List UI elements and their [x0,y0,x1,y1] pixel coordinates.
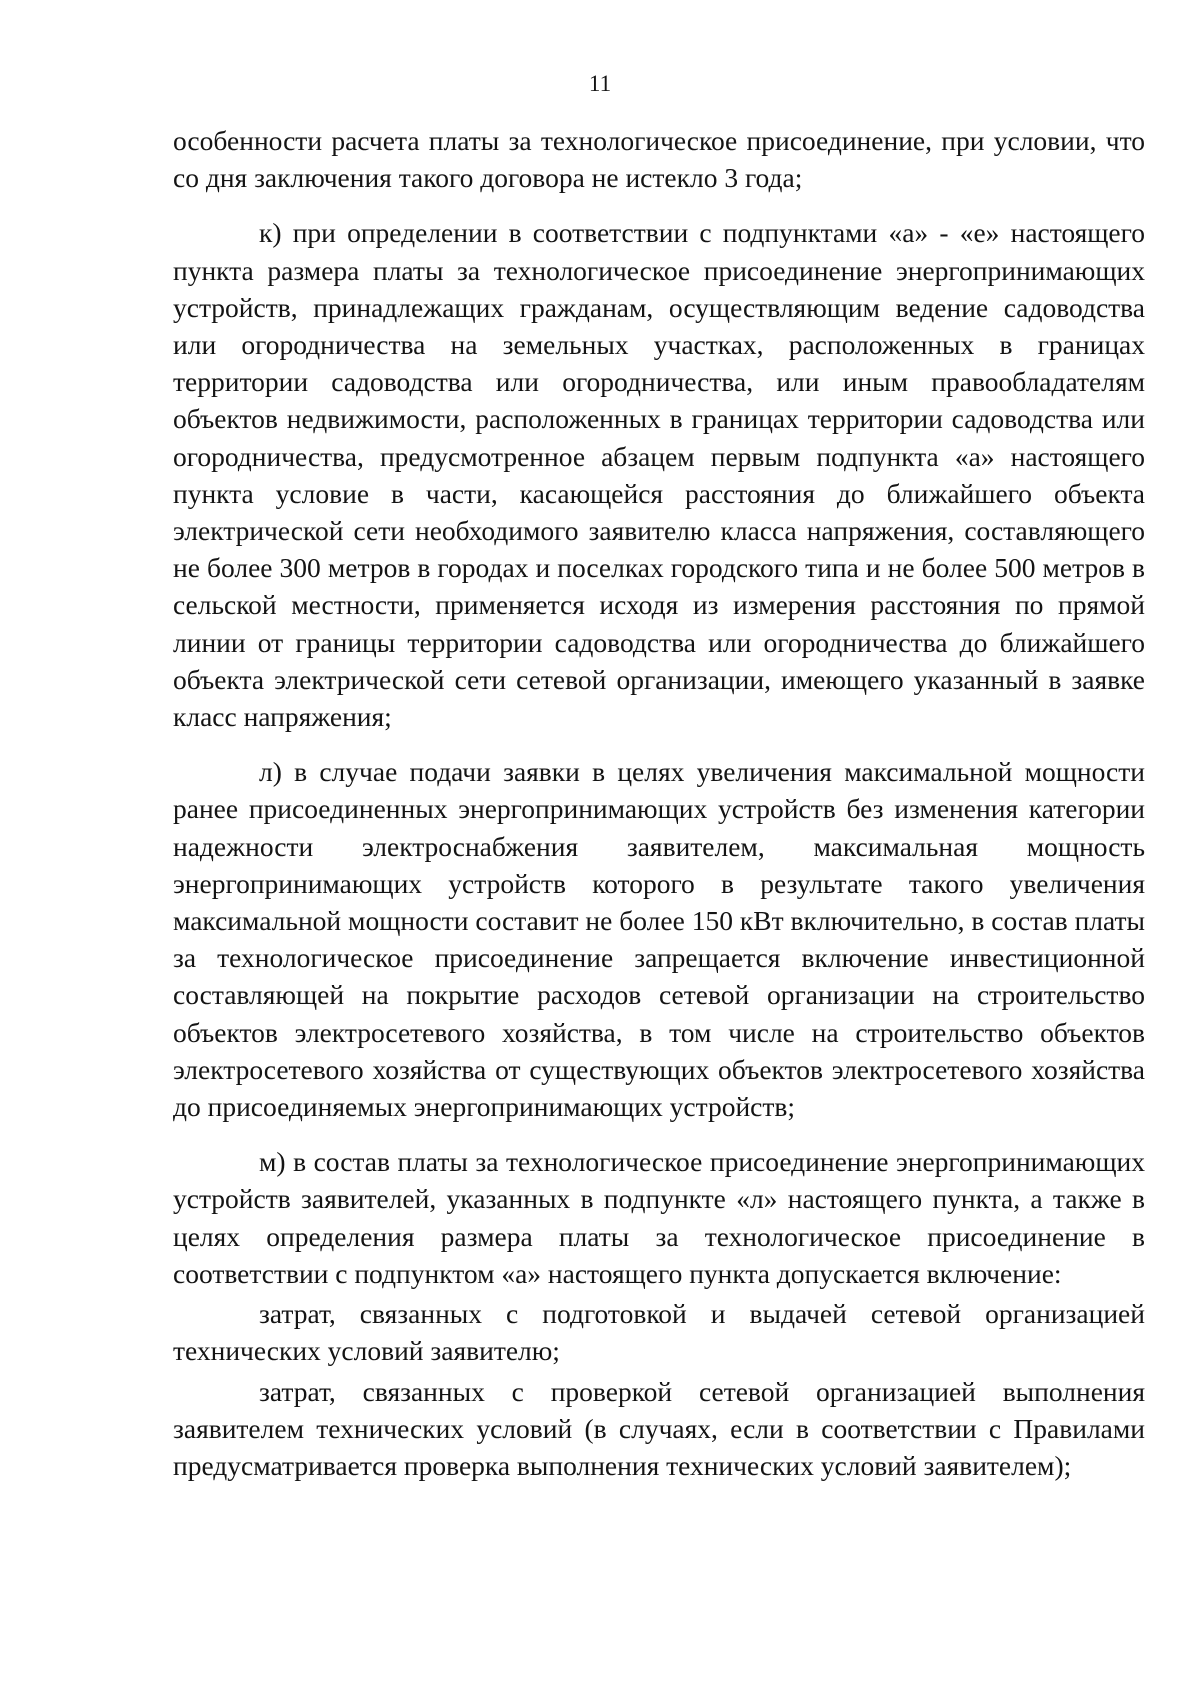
paragraph-m-item-1: затрат, связанных с подготовкой и выдачей сетевой организацией технических условий заявителю; [173,1298,1145,1367]
paragraph-l: л) в случае подачи заявки в целях увеличения максимальной мощности ранее присоединенных энергопринимающих устройств без изменения категории надежности электроснабжения заявителем, максимальная мощность энергопринимающих устройств которого в результате такого увеличения максимальной мощности составит не более 150 кВт включительно, в состав платы за технологическое присоединение запрещается включение инвестиционной составляющей на покрытие расходов сетевой организации на строительство объектов электросетевого хозяйства, в том числе на строительство объектов электросетевого хозяйства от существующих объектов электросетевого хозяйства до присоединяемых энергопринимающих устройств; [173,756,1145,1123]
paragraph-m-item-2: затрат, связанных с проверкой сетевой организацией выполнения заявителем технических условий (в случаях, если в соответствии с Правилами предусматривается проверка выполнения технических условий заявителем); [173,1375,1145,1481]
page-number: 11 [588,71,612,96]
paragraph-m: м) в состав платы за технологическое присоединение энергопринимающих устройств заявителей, указанных в подпункте «л» настоящего пункта, а также в целях определения размера платы за технологическое присоединение в соответствии с подпунктом «а» настоящего пункта допускается включение: [173,1146,1145,1289]
paragraph-k: к) при определении в соответствии с подпунктами «а» - «е» настоящего пункта размера платы за технологическое присоединение энергопринимающих устройств, принадлежащих гражданам, осуществляющим ведение садоводства или огородничества на земельных участках, расположенных в границах территории садоводства или огородничества, или иным правообладателям объектов недвижимости, расположенных в границах территории садоводства или огородничества, предусмотренное абзацем первым подпункта «а» настоящего пункта условие в части, касающейся расстояния до ближайшего объекта электрической сети необходимого заявителю класса напряжения, составляющего не более 300 метров в городах и поселках городского типа и не более 500 метров в сельской местности, применяется исходя из измерения расстояния по прямой линии от границы территории садоводства или огородничества до ближайшего объекта электрической сети сетевой организации, имеющего указанный в заявке класс напряжения; [173,217,1145,733]
document-body [173,122,1145,1484]
paragraph-continuation: особенности расчета платы за технологическое присоединение, при условии, что со дня заключения такого договора не истекло 3 года; [173,125,1145,194]
